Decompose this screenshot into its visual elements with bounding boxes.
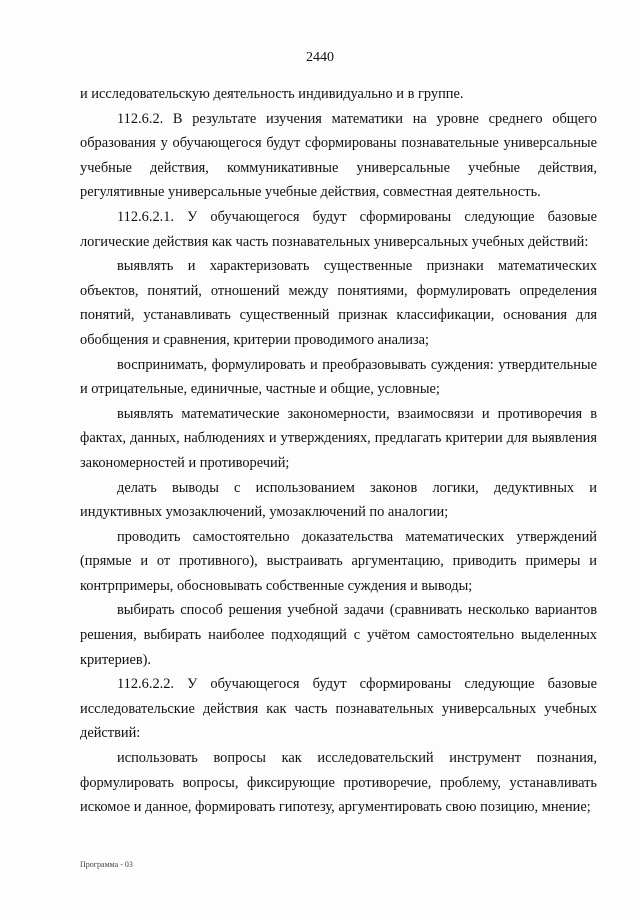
paragraph: выявлять и характеризовать существенные признаки математических объектов, понятий, отношений между понятиями, формулировать определения понятий, устанавливать существенный признак классификации, основания для обобщения и сравнения, критерии проводимого анализа; bbox=[80, 258, 597, 348]
footer-label: Программа - 03 bbox=[80, 860, 133, 869]
paragraph: 112.6.2.1. У обучающегося будут сформированы следующие базовые логические действия как часть познавательных универсальных учебных действий: bbox=[80, 208, 597, 250]
body-text bbox=[80, 82, 597, 820]
paragraph: выявлять математические закономерности, взаимосвязи и противоречия в фактах, данных, наблюдениях и утверждениях, предлагать критерии для выявления закономерностей и противоречий; bbox=[80, 405, 597, 471]
page-number: 2440 bbox=[306, 50, 334, 65]
paragraph: 112.6.2.2. У обучающегося будут сформированы следующие базовые исследовательские действия как часть познавательных универсальных учебных действий: bbox=[80, 676, 597, 742]
paragraph: и исследовательскую деятельность индивидуально и в группе. bbox=[80, 86, 464, 102]
paragraph: делать выводы с использованием законов логики, дедуктивных и индуктивных умозаключений, умозаключений по аналогии; bbox=[80, 479, 597, 521]
paragraph: выбирать способ решения учебной задачи (сравнивать несколько вариантов решения, выбирать наиболее подходящий с учётом самостоятельно выделенных критериев). bbox=[80, 602, 597, 668]
paragraph: воспринимать, формулировать и преобразовывать суждения: утвердительные и отрицательные, единичные, частные и общие, условные; bbox=[80, 356, 597, 398]
paragraph: использовать вопросы как исследовательский инструмент познания, формулировать вопросы, фиксирующие противоречие, проблему, устанавливать искомое и данное, формировать гипотезу, аргументировать свою позицию, мнение; bbox=[80, 750, 597, 816]
paragraph: 112.6.2. В результате изучения математики на уровне среднего общего образования у обучающегося будут сформированы познавательные универсальные учебные действия, коммуникативные универсальные учебные действия, регулятивные универсальные учебные действия, совместная деятельность. bbox=[80, 110, 597, 201]
paragraph: проводить самостоятельно доказательства математических утверждений (прямые и от противного), выстраивать аргументацию, приводить примеры и контрпримеры, обосновывать собственные суждения и выводы; bbox=[80, 528, 597, 594]
